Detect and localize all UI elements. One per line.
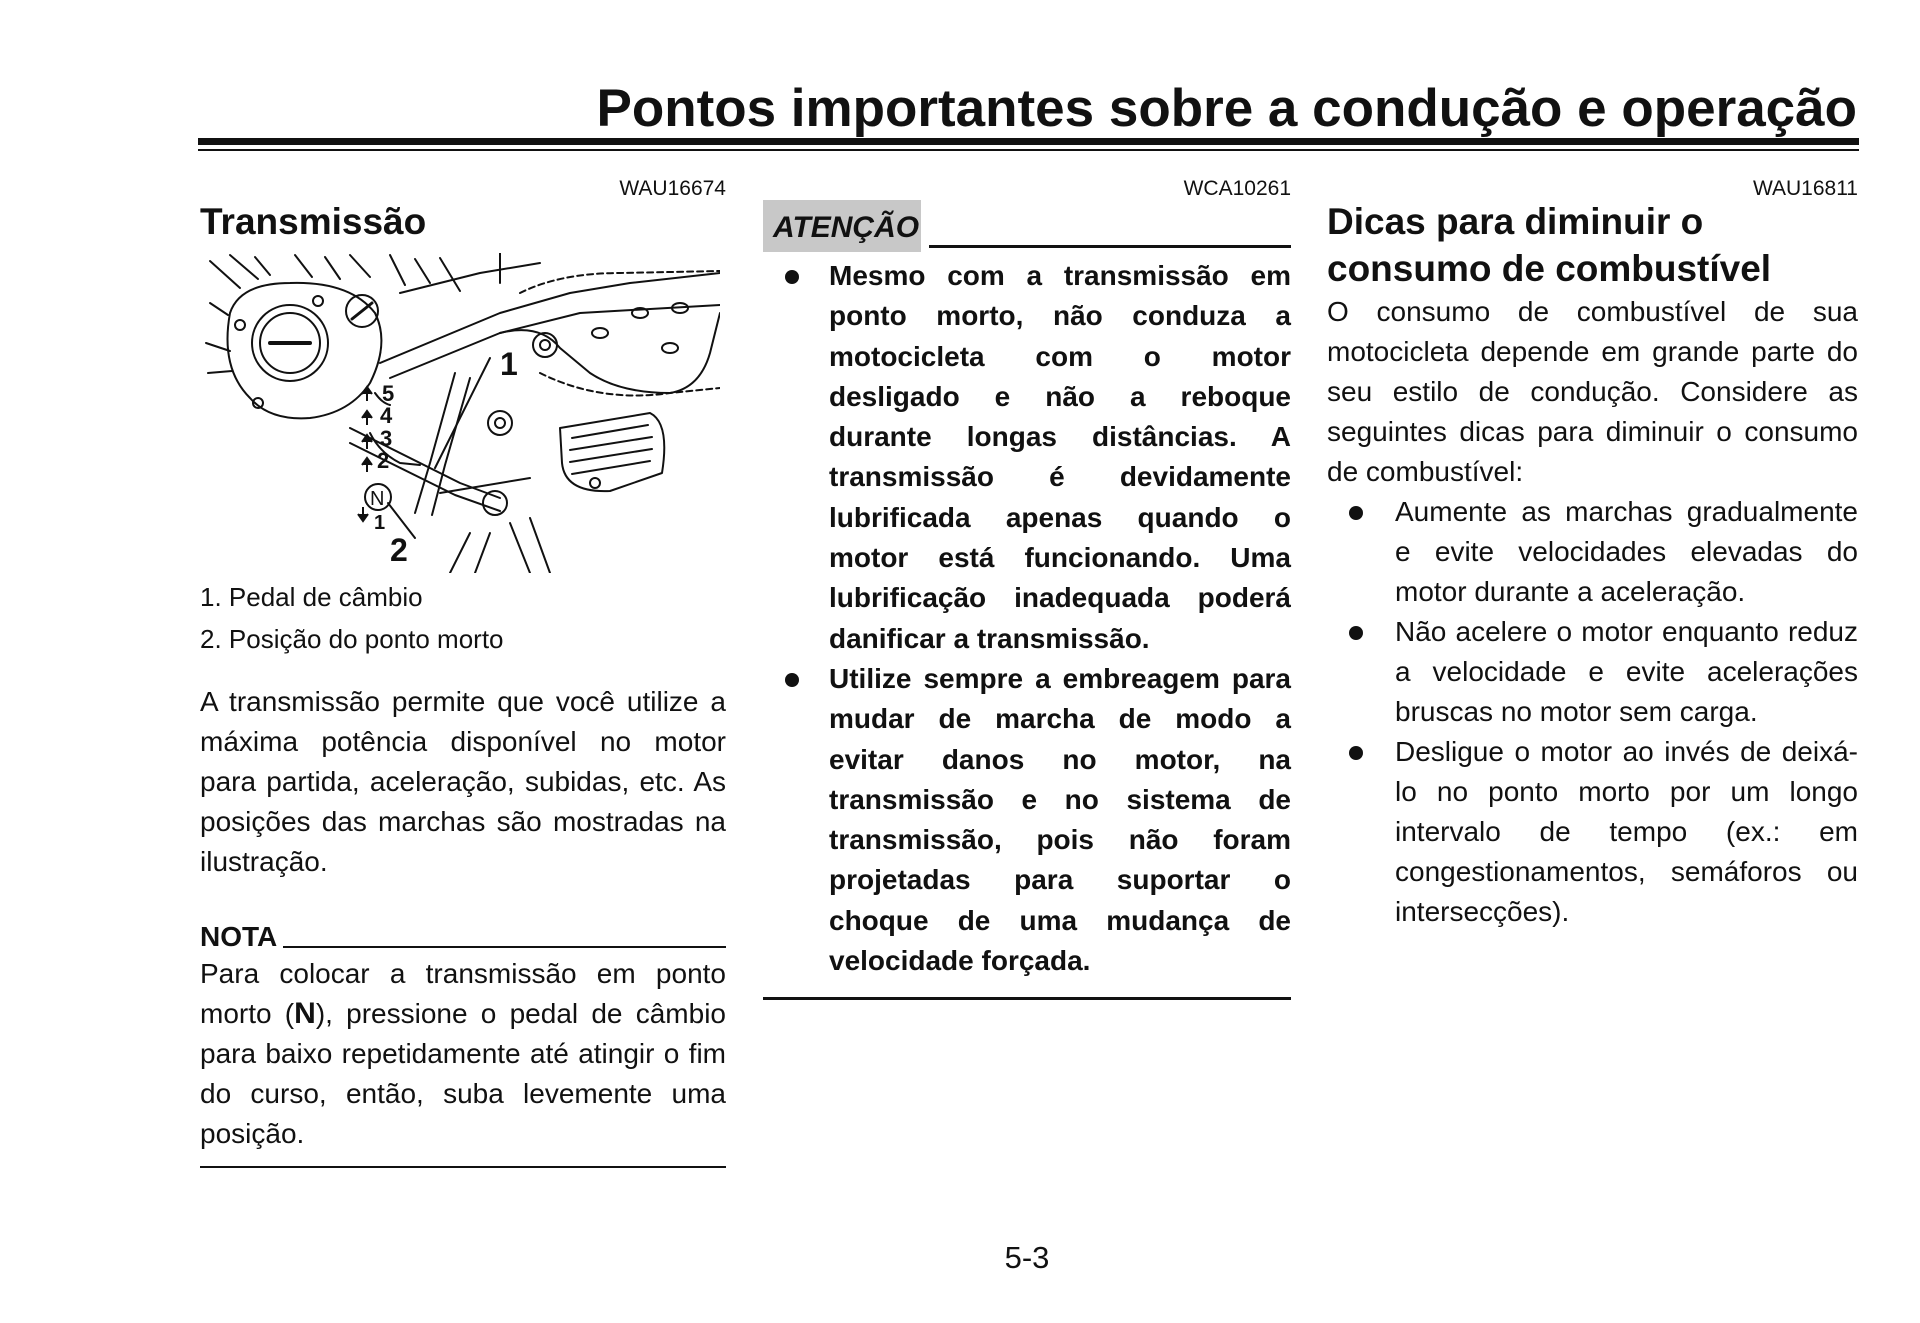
left-column xyxy=(200,176,726,1168)
bullet-icon xyxy=(1349,626,1363,640)
atencao-label: ATENÇÃO xyxy=(763,200,921,252)
callout-2: 2 xyxy=(390,532,408,568)
section-code: WAU16674 xyxy=(619,177,726,200)
gear-label-2: 2 xyxy=(377,448,390,473)
gear-label-n: N xyxy=(370,488,385,510)
list-item-text: Desligue o motor ao invés de deixá-lo no ponto morto por um longo intervalo de tempo (ex.: em congestionamentos, semáforos ou intersecções). xyxy=(1395,736,1858,927)
gear-shift-drawing xyxy=(200,253,720,573)
header-rule-thick xyxy=(198,138,1859,145)
gear-label-4: 4 xyxy=(380,403,393,428)
figure-captions xyxy=(200,576,726,660)
list-item xyxy=(763,256,1291,659)
consumo-intro: O consumo de combustível de sua motocicleta depende em grande parte do seu estilo de condução. Considere as seguintes dicas para diminuir o consumo de combustível: xyxy=(1327,296,1858,487)
atencao-header xyxy=(763,200,1291,252)
gear-label-1: 1 xyxy=(374,512,386,534)
list-item-text: Não acelere o motor enquanto reduz a velocidade e evite acelerações bruscas no motor sem carga. xyxy=(1395,616,1858,727)
atencao-rule xyxy=(929,245,1291,248)
list-item-text: Utilize sempre a embreagem para mudar de marcha de modo a evitar danos no motor, na transmissão e no sistema de transmissão, pois não foram projetadas para suportar o choque de uma mudança de velocidade forçada. xyxy=(829,662,1291,977)
callout-1: 1 xyxy=(500,346,518,382)
list-item xyxy=(763,659,1291,981)
middle-column xyxy=(763,176,1291,1000)
section-code: WAU16811 xyxy=(1752,177,1858,200)
page-number: 5-3 xyxy=(1004,1240,1050,1275)
bullet-icon xyxy=(785,673,799,687)
caption-item: 1. Pedal de câmbio xyxy=(200,582,423,612)
bullet-icon xyxy=(785,270,799,284)
list-item xyxy=(1327,492,1858,612)
caption-item: 2. Posição do ponto morto xyxy=(200,624,504,654)
tips-list xyxy=(1327,492,1858,932)
list-item-text: Mesmo com a transmissão em ponto morto, não conduza a motocicleta com o motor desligado e não a reboque durante longas distâncias. A transmissão é devidamente lubrificada apenas quando o motor está funcionando. Uma lubrificação inadequada poderá danificar a transmissão. xyxy=(829,260,1291,654)
bullet-icon xyxy=(1349,506,1363,520)
header-rule-thin xyxy=(198,149,1859,151)
section-title-transmissao: Transmissão xyxy=(200,201,427,242)
right-column xyxy=(1327,176,1858,932)
section-title-consumo: Dicas para diminuir o consumo de combustível xyxy=(1327,201,1772,289)
gear-label-5: 5 xyxy=(382,381,395,406)
nota-text-after: ), pressione o pedal de câmbio para baixo repetidamente até atingir o fim do curso, então, suba levemente uma posição. xyxy=(200,998,726,1149)
warning-code: WCA10261 xyxy=(1183,177,1291,200)
atencao-list xyxy=(763,256,1291,981)
page-title: Pontos importantes sobre a condução e operação xyxy=(596,79,1857,138)
nota-header xyxy=(200,918,726,952)
nota-label: NOTA xyxy=(200,921,278,952)
nota-text-before: Para colocar a transmissão em ponto morto ( xyxy=(200,958,726,1029)
nota-text xyxy=(200,954,726,1154)
neutral-symbol: N xyxy=(294,997,316,1030)
gear-label-3: 3 xyxy=(380,426,393,451)
nota-rule xyxy=(283,946,726,948)
list-item xyxy=(1327,732,1858,932)
list-item xyxy=(1327,612,1858,732)
gear-shift-illustration xyxy=(200,253,720,573)
atencao-end-rule xyxy=(763,997,1291,1000)
bullet-icon xyxy=(1349,746,1363,760)
nota-end-rule xyxy=(200,1166,726,1168)
transmission-description: A transmissão permite que você utilize a máxima potência disponível no motor para partida, aceleração, subidas, etc. As posições das marchas são mostradas na ilustração. xyxy=(200,686,726,877)
list-item-text: Aumente as marchas gradualmente e evite velocidades elevadas do motor durante a aceleração. xyxy=(1395,496,1858,607)
